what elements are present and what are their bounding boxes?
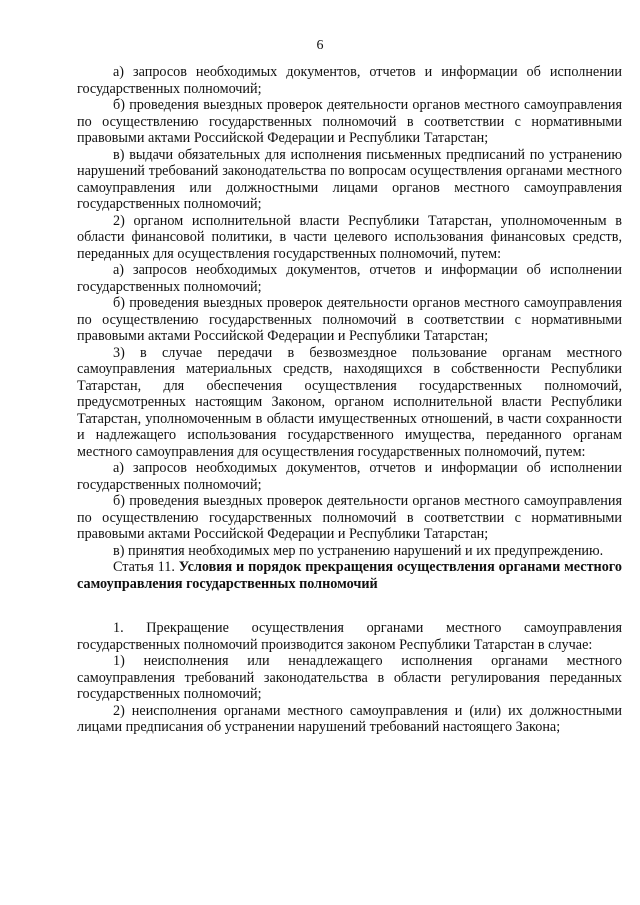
paragraph-3c: в) принятия необходимых мер по устранению нарушений и их предупреждению.: [113, 542, 604, 559]
paragraph-1c: в) выдачи обязательных для исполнения письменных предписаний по устранению нарушений требований законодательства по вопросам осуществления органами местного самоуправления или должностными лицами органов местного самоуправления государственных полномочий;: [77, 146, 622, 212]
paragraph-3: 3) в случае передачи в безвозмездное пользование органам местного самоуправления материальных средств, находящихся в собственности Республики Татарстан, для обеспечения осуществления государственных полномочий, предусмотренных настоящим Законом, органом исполнительной власти Республики Татарстан, уполномоченным в области имущественных отношений, в части сохранности и надлежащего использования государственного имущества, переданного органам местного самоуправления для осуществления государственных полномочий, путем:: [77, 344, 622, 460]
clause-1-item-2: 2) неисполнения органами местного самоуправления и (или) их должностными лицами предписания об устранении нарушений требований настоящего Закона;: [77, 702, 622, 735]
document-body: [77, 64, 622, 736]
article-label: Статья 11.: [113, 559, 175, 575]
paragraph-1a: а) запросов необходимых документов, отчетов и информации об исполнении государственных полномочий;: [77, 64, 622, 97]
article-heading: [77, 559, 622, 592]
paragraph-2b: б) проведения выездных проверок деятельности органов местного самоуправления по осуществлению государственных полномочий в соответствии с нормативными правовыми актами Российской Федерации и Республики Татарстан;: [77, 295, 622, 344]
paragraph-2: 2) органом исполнительной власти Республики Татарстан, уполномоченным в области финансовой политики, в части целевого использования финансовых средств, переданных для осуществления государственных полномочий, путем:: [77, 212, 622, 262]
clause-1: 1. Прекращение осуществления органами местного самоуправления государственных полномочий производится законом Республики Татарстан в случае:: [77, 620, 622, 653]
page-number: 6: [316, 38, 324, 53]
paragraph-3a: а) запросов необходимых документов, отчетов и информации об исполнении государственных полномочий;: [77, 460, 622, 493]
clause-1-item-1: 1) неисполнения или ненадлежащего исполнения органами местного самоуправления требований законодательства в области регулирования переданных государственных полномочий;: [77, 653, 622, 702]
paragraph-1b: б) проведения выездных проверок деятельности органов местного самоуправления по осуществлению государственных полномочий в соответствии с нормативными правовыми актами Российской Федерации и Республики Татарстан;: [77, 97, 622, 146]
paragraph-3b: б) проведения выездных проверок деятельности органов местного самоуправления по осуществлению государственных полномочий в соответствии с нормативными правовыми актами Российской Федерации и Республики Татарстан;: [77, 493, 622, 542]
article-title: Условия и порядок прекращения осуществления органами местного самоуправления государственных полномочий: [77, 559, 622, 592]
paragraph-2a: а) запросов необходимых документов, отчетов и информации об исполнении государственных полномочий;: [77, 262, 622, 295]
